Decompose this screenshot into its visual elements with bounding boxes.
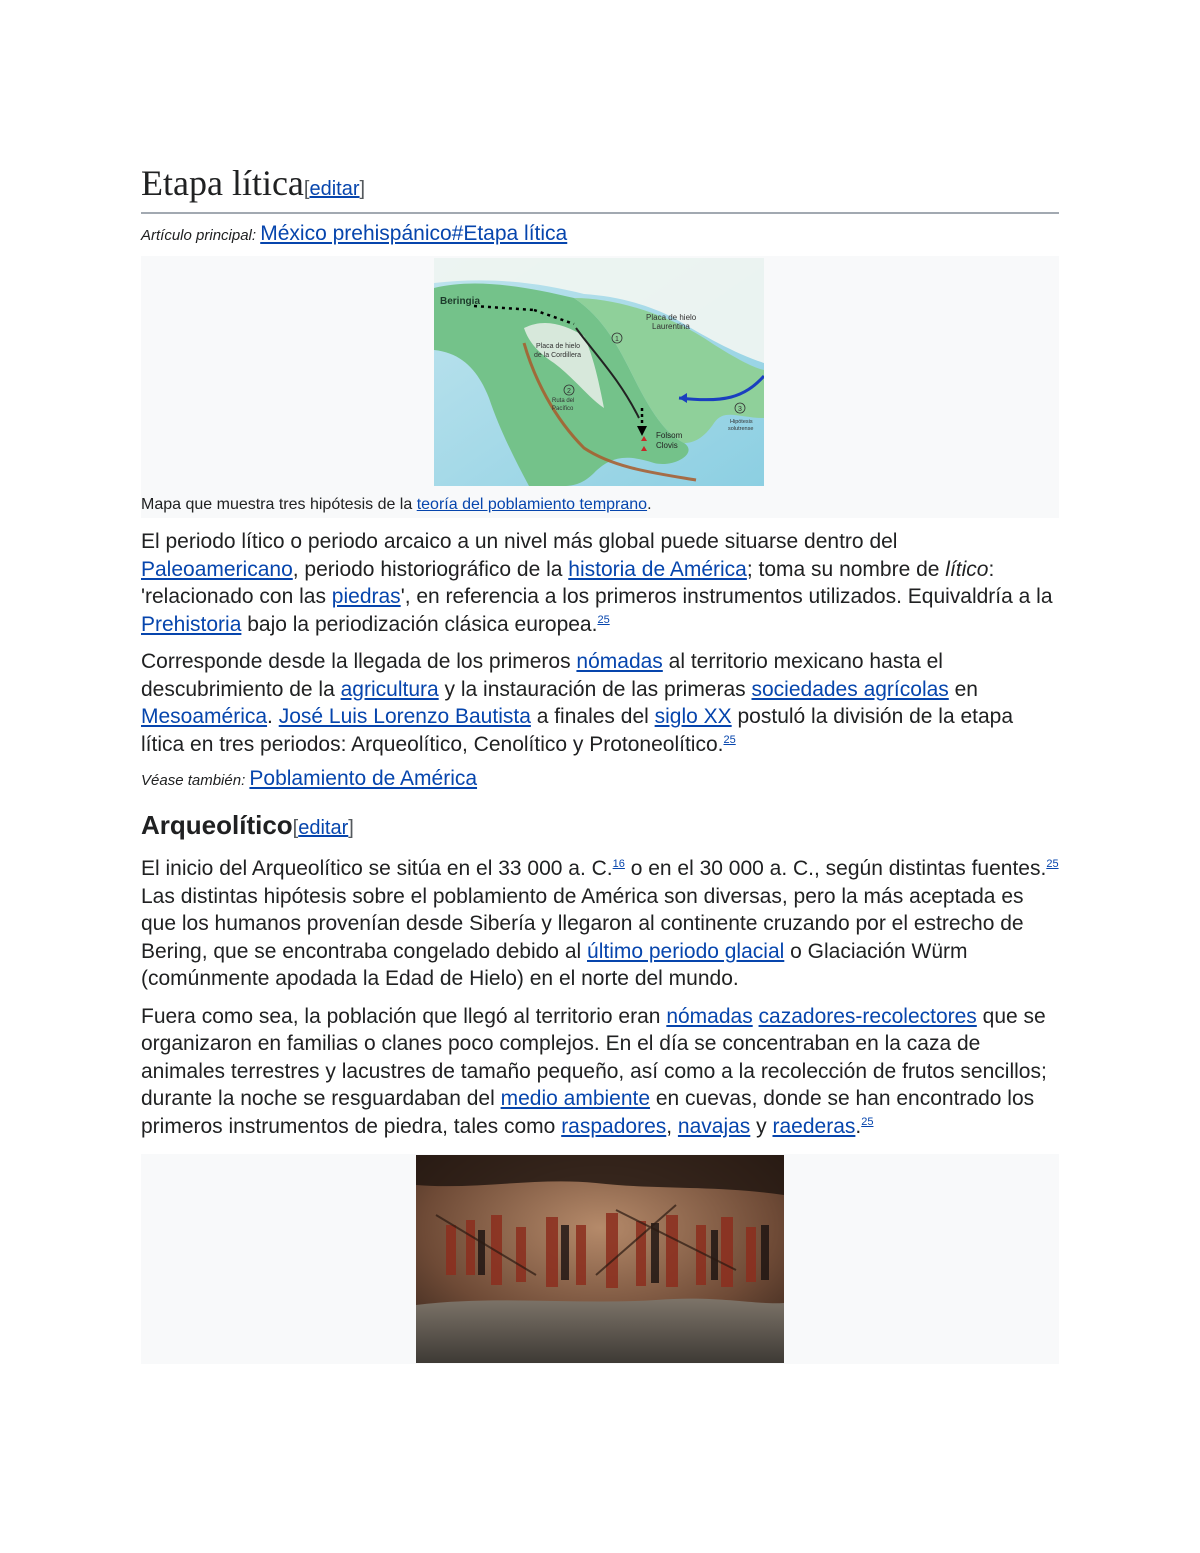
cave-painting-image[interactable] xyxy=(416,1155,784,1363)
map-label-laurentina-1: Placa de hielo xyxy=(646,313,697,322)
text: a finales del xyxy=(530,705,655,728)
reference-link[interactable]: 16 xyxy=(612,858,625,870)
map-label-cordillera-1: Placa de hielo xyxy=(536,343,580,350)
map-label-laurentina-2: Laurentina xyxy=(652,322,690,331)
paragraph-1 xyxy=(141,528,1059,638)
bracket-close: ] xyxy=(348,817,354,839)
map-label-cordillera-2: de la Cordillera xyxy=(534,352,582,359)
text: postuló la división de la etapa lítica en tres periodos: Arqueolítico, Cenolítico y Protoneolítico. xyxy=(141,705,1014,756)
map-label-pacifico-2: Pacífico xyxy=(552,406,574,412)
subsection-title: Arqueolítico xyxy=(141,810,293,840)
text: El periodo lítico o periodo arcaico a un nivel más global puede situarse dentro del xyxy=(141,530,898,553)
link-jose-luis-lorenzo-bautista[interactable]: José Luis Lorenzo Bautista xyxy=(278,705,531,728)
paragraph-2 xyxy=(141,648,1059,758)
see-also-link[interactable]: Poblamiento de América xyxy=(249,767,478,790)
section-title: Etapa lítica xyxy=(141,163,304,203)
text: o Glaciación Würm (comúnmente apodada la Edad de Hielo) en el norte del mundo. xyxy=(141,939,968,990)
text: Las distintas hipótesis sobre el poblamiento de América son diversas, pero la más aceptada es que los humanos provenían desde Sibería y llegaron al continente cruzando por el estrecho de Bering, que se encontraba congelado debido al xyxy=(141,884,1024,963)
map-label-beringia: Beringia xyxy=(440,296,481,307)
text: Corresponde desde la llegada de los primeros xyxy=(141,650,577,673)
text: : 'relacionado con las xyxy=(141,557,995,608)
reference-link[interactable]: 25 xyxy=(723,733,736,746)
see-also-prefix: Véase también: xyxy=(141,772,246,789)
figure-map xyxy=(141,256,1059,518)
edit-subsection-link-wrap xyxy=(293,817,354,839)
text: en cuevas, donde se han encontrado los primeros instrumentos de piedra, tales como xyxy=(141,1087,1035,1138)
article-body xyxy=(141,160,1059,1364)
text: o en el 30 000 a. C., según distintas fuentes. xyxy=(624,857,1047,880)
edit-subsection-link[interactable]: editar xyxy=(298,817,349,839)
paragraph-3 xyxy=(141,855,1059,993)
link-medio-ambiente[interactable]: medio ambiente xyxy=(500,1087,651,1110)
link-raederas[interactable]: raederas xyxy=(772,1114,856,1138)
hatnote xyxy=(141,222,1059,248)
text: que se organizaron en familias o clanes poco complejos. En el día se concentraban en la caza de animales terrestres y lacustres de tamaño pequeño, así como a la recolección de frutos sencillos; durante la noche se resguardaban del xyxy=(141,1004,1047,1110)
bracket-close: ] xyxy=(359,178,366,200)
map-label-hipotesis-2: solutrense xyxy=(728,426,754,432)
figure-caption xyxy=(141,496,652,514)
link-piedras[interactable]: piedras xyxy=(331,585,401,608)
map-number-3: 3 xyxy=(738,406,742,413)
map-label-pacifico-1: Ruta del xyxy=(552,398,575,404)
text: El inicio del Arqueolítico se sitúa en el 33 000 a. C. xyxy=(141,857,613,880)
text: en xyxy=(948,677,978,701)
text: , periodo historiográfico de la xyxy=(292,557,569,581)
edit-section-link[interactable]: editar xyxy=(309,178,360,200)
text: , xyxy=(666,1114,678,1138)
link-cazadores-recolectores[interactable]: cazadores-recolectores xyxy=(758,1004,977,1028)
subsection-heading xyxy=(141,808,1059,845)
emphasis-litico: lítico xyxy=(945,557,989,581)
link-raspadores[interactable]: raspadores xyxy=(561,1114,667,1138)
link-nomadas[interactable]: nómadas xyxy=(666,1004,753,1028)
link-mesoamerica[interactable]: Mesoamérica xyxy=(141,705,268,728)
figure-cave-painting xyxy=(141,1154,1059,1364)
text: Fuera como sea, la población que llegó al territorio eran xyxy=(141,1004,667,1028)
bracket-open: [ xyxy=(303,178,310,200)
map-label-clovis: Clovis xyxy=(656,441,678,450)
see-also xyxy=(141,766,1059,794)
edit-section-link-wrap xyxy=(304,178,365,200)
hatnote-prefix: Artículo principal: xyxy=(141,227,257,244)
link-ultimo-periodo-glacial[interactable]: último periodo glacial xyxy=(587,939,785,963)
map-number-2: 2 xyxy=(567,388,571,395)
map-number-1: 1 xyxy=(615,336,619,343)
caption-text: Mapa que muestra tres hipótesis de la xyxy=(141,496,417,513)
bracket-open: [ xyxy=(292,817,299,839)
text: y la instauración de las primeras xyxy=(438,677,752,701)
text: bajo la periodización clásica europea. xyxy=(241,612,598,636)
link-sociedades-agricolas[interactable]: sociedades agrícolas xyxy=(751,677,949,701)
map-label-hipotesis-1: Hipótesis xyxy=(730,419,753,425)
link-nomadas[interactable]: nómadas xyxy=(576,650,663,673)
link-siglo-xx[interactable]: siglo XX xyxy=(654,705,732,728)
link-paleoamericano[interactable]: Paleoamericano xyxy=(141,557,293,581)
paragraph-4 xyxy=(141,1003,1059,1141)
section-heading xyxy=(141,160,1059,214)
map-image[interactable] xyxy=(434,258,764,486)
link-historia-de-america[interactable]: historia de América xyxy=(568,557,747,581)
reference-link[interactable]: 25 xyxy=(597,613,610,626)
text: ', en referencia a los primeros instrumentos utilizados. Equivaldría a la xyxy=(400,585,1053,608)
caption-end: . xyxy=(647,496,652,513)
map-label-folsom: Folsom xyxy=(656,431,683,440)
text: ; toma su nombre de xyxy=(746,557,946,581)
reference-link[interactable]: 25 xyxy=(861,1115,874,1128)
text: y xyxy=(750,1114,773,1138)
link-navajas[interactable]: navajas xyxy=(677,1114,751,1138)
reference-link[interactable]: 25 xyxy=(1046,858,1059,870)
text: al territorio mexicano hasta el descubrimiento de la xyxy=(141,650,943,701)
hatnote-link[interactable]: México prehispánico#Etapa lítica xyxy=(260,222,568,245)
caption-link[interactable]: teoría del poblamiento temprano xyxy=(416,496,648,513)
text: . xyxy=(267,705,279,728)
link-agricultura[interactable]: agricultura xyxy=(340,677,439,701)
link-prehistoria[interactable]: Prehistoria xyxy=(141,612,242,636)
text: . xyxy=(855,1114,862,1138)
